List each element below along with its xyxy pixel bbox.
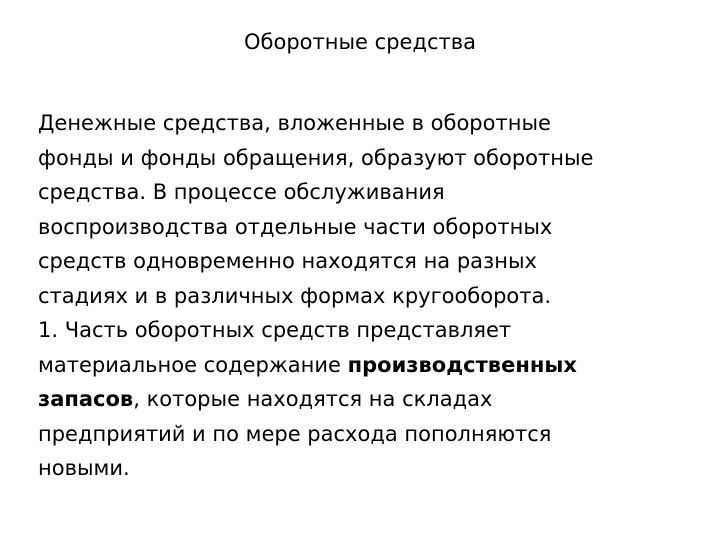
slide-title: Оборотные средства: [244, 30, 476, 54]
text-line: [38, 382, 708, 417]
text-normal: материальное содержание: [38, 352, 348, 377]
text-line: предприятий и по мере расхода пополняются: [38, 421, 552, 446]
text-line: 1. Часть оборотных средств представляет: [38, 318, 512, 342]
text-line: стадиях и в различных формах кругооборота.: [38, 283, 552, 308]
paragraph-point-1: [38, 313, 708, 486]
text-line: воспроизводства отдельные части оборотных: [38, 214, 553, 239]
paragraph-intro: [38, 106, 708, 313]
text-line: новыми.: [38, 456, 130, 480]
text-line: [38, 348, 708, 383]
text-line: средства. В процессе обслуживания: [38, 180, 445, 204]
text-bold: запасов: [38, 387, 134, 411]
text-line: фонды и фонды обращения, образуют оборотные: [38, 145, 594, 170]
text-bold: производственных: [347, 352, 577, 377]
text-line: средств одновременно находятся на разных: [38, 249, 537, 273]
text-line: Денежные средства, вложенные в оборотные: [38, 111, 551, 135]
text-normal: , которые находятся на складах: [133, 387, 493, 411]
slide-body: [38, 106, 708, 486]
